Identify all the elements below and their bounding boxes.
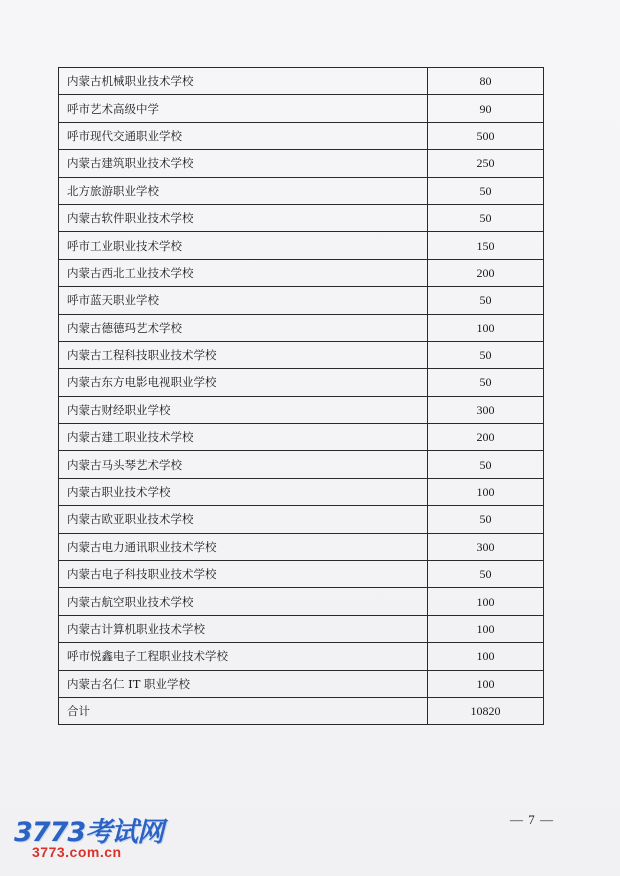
quota-value-cell: 50 [428, 341, 544, 368]
school-name-cell: 内蒙古建筑职业技术学校 [59, 150, 428, 177]
school-name-cell: 内蒙古计算机职业技术学校 [59, 615, 428, 642]
school-name-cell: 呼市工业职业技术学校 [59, 232, 428, 259]
table-row [59, 68, 544, 95]
quota-value-cell: 80 [428, 68, 544, 95]
school-name-cell: 内蒙古财经职业学校 [59, 396, 428, 423]
quota-value-cell: 50 [428, 561, 544, 588]
quota-value-cell: 50 [428, 204, 544, 231]
quota-value-cell: 200 [428, 424, 544, 451]
school-name-cell: 合计 [59, 697, 428, 724]
school-name-cell: 内蒙古工程科技职业技术学校 [59, 341, 428, 368]
table-row [59, 396, 544, 423]
quota-value-cell: 500 [428, 122, 544, 149]
table-row [59, 95, 544, 122]
quota-value-cell: 50 [428, 287, 544, 314]
school-name-cell: 呼市蓝天职业学校 [59, 287, 428, 314]
table-row [59, 506, 544, 533]
table-row [59, 122, 544, 149]
page-number: — 7 — [510, 812, 554, 827]
quota-value-cell: 90 [428, 95, 544, 122]
table-row [59, 561, 544, 588]
table-row [59, 588, 544, 615]
quota-table-body [59, 68, 544, 725]
table-row [59, 341, 544, 368]
table-row [59, 204, 544, 231]
table-row [59, 615, 544, 642]
quota-value-cell: 250 [428, 150, 544, 177]
table-row [59, 232, 544, 259]
school-name-cell: 内蒙古建工职业技术学校 [59, 424, 428, 451]
table-row [59, 259, 544, 286]
table-row [59, 369, 544, 396]
quota-value-cell: 50 [428, 506, 544, 533]
table-row [59, 670, 544, 697]
quota-value-cell: 50 [428, 177, 544, 204]
school-name-cell: 呼市现代交通职业学校 [59, 122, 428, 149]
school-name-cell: 内蒙古航空职业技术学校 [59, 588, 428, 615]
school-name-cell: 呼市艺术高级中学 [59, 95, 428, 122]
quota-value-cell: 300 [428, 396, 544, 423]
quota-table [58, 67, 544, 725]
school-name-cell: 北方旅游职业学校 [59, 177, 428, 204]
school-name-cell: 内蒙古职业技术学校 [59, 478, 428, 505]
school-name-cell: 内蒙古马头琴艺术学校 [59, 451, 428, 478]
quota-value-cell: 100 [428, 643, 544, 670]
quota-value-cell: 100 [428, 615, 544, 642]
quota-value-cell: 300 [428, 533, 544, 560]
school-name-cell: 内蒙古欧亚职业技术学校 [59, 506, 428, 533]
quota-value-cell: 100 [428, 588, 544, 615]
school-name-cell: 内蒙古电力通讯职业技术学校 [59, 533, 428, 560]
quota-value-cell: 100 [428, 478, 544, 505]
table-row [59, 643, 544, 670]
school-name-cell: 内蒙古德德玛艺术学校 [59, 314, 428, 341]
table-row [59, 287, 544, 314]
quota-value-cell: 50 [428, 369, 544, 396]
school-name-cell: 呼市悦鑫电子工程职业技术学校 [59, 643, 428, 670]
watermark-site: 3773.com.cn [32, 844, 122, 860]
quota-value-cell: 100 [428, 314, 544, 341]
quota-value-cell: 10820 [428, 697, 544, 724]
school-name-cell: 内蒙古名仁 IT 职业学校 [59, 670, 428, 697]
school-name-cell: 内蒙古西北工业技术学校 [59, 259, 428, 286]
quota-value-cell: 150 [428, 232, 544, 259]
school-name-cell: 内蒙古软件职业技术学校 [59, 204, 428, 231]
table-row [59, 697, 544, 724]
table-row [59, 177, 544, 204]
table-row [59, 424, 544, 451]
site-watermark-logo [14, 810, 184, 865]
table-row [59, 314, 544, 341]
quota-value-cell: 100 [428, 670, 544, 697]
school-name-cell: 内蒙古机械职业技术学校 [59, 68, 428, 95]
table-row [59, 478, 544, 505]
quota-value-cell: 200 [428, 259, 544, 286]
table-row [59, 533, 544, 560]
school-name-cell: 内蒙古东方电影电视职业学校 [59, 369, 428, 396]
quota-value-cell: 50 [428, 451, 544, 478]
school-name-cell: 内蒙古电子科技职业技术学校 [59, 561, 428, 588]
table-row [59, 451, 544, 478]
watermark-brand: 3773考试网 [14, 817, 164, 848]
table-row [59, 150, 544, 177]
